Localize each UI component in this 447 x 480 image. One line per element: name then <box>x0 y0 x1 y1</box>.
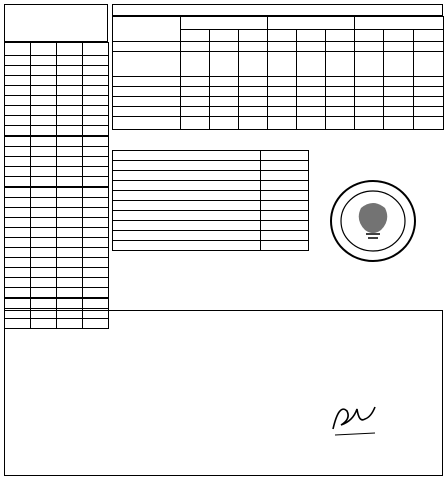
left-panel-title <box>4 4 108 42</box>
left-panel-cell <box>83 248 109 258</box>
signature <box>325 399 385 439</box>
right-panel-cell <box>181 97 210 107</box>
left-panel-cell <box>5 258 31 268</box>
summary-row <box>113 171 309 181</box>
right-panel-cell <box>210 77 239 87</box>
left-panel-cell <box>31 157 57 167</box>
right-panel-cell <box>355 52 384 77</box>
summary-label <box>113 221 261 231</box>
right-panel-cell <box>297 87 326 97</box>
left-panel-cell <box>57 177 83 188</box>
left-panel-cell <box>57 248 83 258</box>
summary-value <box>261 151 309 161</box>
summary-value <box>261 231 309 241</box>
summary-value <box>261 241 309 251</box>
left-panel-row <box>5 86 109 96</box>
right-panel-cell <box>326 87 355 97</box>
summary-label <box>113 171 261 181</box>
left-panel-table <box>4 42 109 329</box>
left-panel-cell <box>31 116 57 126</box>
right-panel-cell <box>355 117 384 130</box>
summary-label <box>113 211 261 221</box>
left-panel-row <box>5 258 109 268</box>
left-panel-cell <box>31 96 57 106</box>
left-panel-row <box>5 96 109 106</box>
right-panel-table <box>112 16 444 130</box>
left-panel-cell <box>5 56 31 66</box>
right-panel-cell <box>210 52 239 77</box>
left-panel-row <box>5 187 109 198</box>
left-panel-cell <box>5 126 31 137</box>
left-panel-cell <box>57 198 83 208</box>
left-panel-cell <box>57 66 83 76</box>
right-panel-cell <box>268 87 297 97</box>
right-panel-cell <box>326 97 355 107</box>
right-panel-cell <box>181 87 210 97</box>
right-panel-cell <box>268 97 297 107</box>
right-panel-cell <box>326 42 355 52</box>
left-panel-cell <box>31 238 57 248</box>
left-panel-cell <box>57 167 83 177</box>
left-panel-row <box>5 278 109 288</box>
left-panel-cell <box>31 258 57 268</box>
left-panel-row <box>5 248 109 258</box>
left-panel-cell <box>5 167 31 177</box>
summary-value <box>261 161 309 171</box>
left-panel-cell <box>57 288 83 299</box>
left-panel-header-row <box>5 43 109 56</box>
subheader-cell <box>414 29 444 42</box>
right-panel-cell <box>414 77 444 87</box>
left-panel-col-4 <box>83 43 109 56</box>
left-panel-row <box>5 76 109 86</box>
right-panel-cell <box>384 107 414 117</box>
left-panel-cell <box>5 177 31 188</box>
right-panel-row <box>113 87 444 97</box>
left-panel-cell <box>5 278 31 288</box>
hospital-3 <box>355 17 444 30</box>
left-panel-cell <box>57 147 83 157</box>
left-panel-cell <box>57 76 83 86</box>
right-panel-cell <box>113 87 181 97</box>
signature-graphic <box>325 399 385 439</box>
left-panel-cell <box>5 96 31 106</box>
left-panel-cell <box>5 66 31 76</box>
official-stamp <box>328 178 418 264</box>
left-panel-col-3 <box>57 43 83 56</box>
right-panel-cell <box>113 77 181 87</box>
left-panel-cell <box>31 248 57 258</box>
left-panel-cell <box>5 157 31 167</box>
left-panel-cell <box>83 187 109 198</box>
left-panel-cell <box>83 66 109 76</box>
right-panel-cell <box>268 42 297 52</box>
summary-value <box>261 191 309 201</box>
right-panel-cell <box>414 107 444 117</box>
right-panel-cell <box>297 117 326 130</box>
summary-row <box>113 161 309 171</box>
left-panel-row <box>5 126 109 137</box>
left-panel-cell <box>5 136 31 147</box>
summary-value <box>261 221 309 231</box>
left-panel-cell <box>57 86 83 96</box>
left-panel-cell <box>31 106 57 116</box>
left-panel-cell <box>31 298 57 309</box>
right-panel-cell <box>297 52 326 77</box>
right-panel-row <box>113 107 444 117</box>
left-panel-cell <box>57 298 83 309</box>
left-panel-cell <box>57 126 83 137</box>
left-panel-cell <box>31 86 57 96</box>
left-panel-cell <box>83 198 109 208</box>
left-panel-cell <box>31 218 57 228</box>
right-panel-cell <box>113 52 181 77</box>
left-panel-cell <box>5 238 31 248</box>
left-panel-cell <box>31 278 57 288</box>
right-panel-cell <box>239 107 268 117</box>
summary-value <box>261 201 309 211</box>
left-panel-cell <box>83 278 109 288</box>
subheader-cell <box>326 29 355 42</box>
right-panel-row <box>113 117 444 130</box>
right-panel-cell <box>239 97 268 107</box>
subheader-cell <box>239 29 268 42</box>
right-panel-cell <box>113 107 181 117</box>
right-panel-hospital-row <box>113 17 444 30</box>
left-panel-cell <box>5 218 31 228</box>
right-panel-cell <box>181 52 210 77</box>
right-panel-cell <box>384 52 414 77</box>
left-panel-row <box>5 208 109 218</box>
summary-row <box>113 201 309 211</box>
left-panel-cell <box>31 136 57 147</box>
left-panel-cell <box>5 268 31 278</box>
subheader-cell <box>297 29 326 42</box>
left-panel-cell <box>83 208 109 218</box>
right-panel-cell <box>210 107 239 117</box>
left-panel-col-1 <box>5 43 31 56</box>
right-panel-cell <box>239 42 268 52</box>
summary-value <box>261 211 309 221</box>
right-panel-row <box>113 42 444 52</box>
left-panel-cell <box>83 126 109 137</box>
left-panel-cell <box>83 228 109 238</box>
left-panel-cell <box>83 268 109 278</box>
left-panel-cell <box>57 56 83 66</box>
right-panel-cell <box>414 52 444 77</box>
summary-row <box>113 221 309 231</box>
summary-value <box>261 171 309 181</box>
summary-row <box>113 191 309 201</box>
left-panel-cell <box>31 66 57 76</box>
left-panel-cell <box>57 136 83 147</box>
summary-label <box>113 231 261 241</box>
left-panel-cell <box>5 86 31 96</box>
summary-label <box>113 151 261 161</box>
right-panel-cell <box>384 87 414 97</box>
left-panel-cell <box>83 86 109 96</box>
summary-value <box>261 181 309 191</box>
left-panel-cell <box>57 96 83 106</box>
left-panel-row <box>5 218 109 228</box>
right-panel-cell <box>239 117 268 130</box>
right-panel-cell <box>239 87 268 97</box>
left-panel-cell <box>83 238 109 248</box>
left-panel-cell <box>83 106 109 116</box>
hospital-1 <box>181 17 268 30</box>
left-panel-cell <box>83 96 109 106</box>
left-panel-cell <box>31 147 57 157</box>
summary-row <box>113 231 309 241</box>
left-panel-cell <box>31 126 57 137</box>
subheader-cell <box>355 29 384 42</box>
left-panel-row <box>5 167 109 177</box>
right-panel-cell <box>355 77 384 87</box>
left-panel-cell <box>31 208 57 218</box>
subheader-cell <box>268 29 297 42</box>
right-panel-cell <box>268 117 297 130</box>
left-panel-cell <box>5 116 31 126</box>
left-panel-cell <box>57 157 83 167</box>
left-panel-row <box>5 268 109 278</box>
right-panel-cell <box>297 77 326 87</box>
left-panel-cell <box>57 278 83 288</box>
left-panel-cell <box>83 136 109 147</box>
left-panel-cell <box>83 298 109 309</box>
left-panel-cell <box>5 76 31 86</box>
right-panel-cell <box>297 107 326 117</box>
left-panel-row <box>5 198 109 208</box>
left-panel-cell <box>31 177 57 188</box>
right-panel-cell <box>297 42 326 52</box>
left-panel-row <box>5 157 109 167</box>
left-panel-cell <box>5 298 31 309</box>
right-panel-cell <box>113 117 181 130</box>
summary-label <box>113 181 261 191</box>
left-panel-cell <box>5 187 31 198</box>
right-panel-cell <box>384 117 414 130</box>
right-panel <box>112 4 443 142</box>
right-panel-cell <box>181 42 210 52</box>
stamp-graphic <box>328 178 418 264</box>
left-panel-cell <box>57 187 83 198</box>
left-panel-cell <box>83 116 109 126</box>
left-panel-cell <box>57 258 83 268</box>
right-panel-cell <box>355 107 384 117</box>
left-panel-cell <box>57 228 83 238</box>
summary-label <box>113 161 261 171</box>
left-panel-cell <box>57 238 83 248</box>
left-panel-row <box>5 228 109 238</box>
hospital-2 <box>268 17 355 30</box>
right-panel-cell <box>268 107 297 117</box>
left-panel-cell <box>31 288 57 299</box>
right-panel-cell <box>210 87 239 97</box>
right-panel-cell <box>268 52 297 77</box>
left-panel-cell <box>5 208 31 218</box>
left-panel-cell <box>31 187 57 198</box>
left-panel-cell <box>5 147 31 157</box>
right-panel-cell <box>326 117 355 130</box>
subheader-cell <box>181 29 210 42</box>
left-panel-row <box>5 177 109 188</box>
summary-row <box>113 181 309 191</box>
left-panel-cell <box>5 288 31 299</box>
right-panel-cell <box>113 97 181 107</box>
right-panel-cell <box>297 97 326 107</box>
summary-label <box>113 191 261 201</box>
right-panel-cell <box>326 107 355 117</box>
right-panel-row <box>113 77 444 87</box>
left-panel-cell <box>31 268 57 278</box>
left-panel-cell <box>83 147 109 157</box>
right-panel-cell <box>414 97 444 107</box>
left-panel-cell <box>5 198 31 208</box>
summary-row <box>113 241 309 251</box>
left-panel-cell <box>5 248 31 258</box>
summary-label <box>113 241 261 251</box>
left-panel-cell <box>31 198 57 208</box>
left-panel-cell <box>83 157 109 167</box>
right-panel-cell <box>414 42 444 52</box>
left-panel-cell <box>31 56 57 66</box>
left-panel-row <box>5 116 109 126</box>
left-panel-row <box>5 298 109 309</box>
left-panel-cell <box>31 76 57 86</box>
subheader-cell <box>210 29 239 42</box>
summary-table <box>112 150 309 251</box>
left-panel-cell <box>57 106 83 116</box>
right-panel-cell <box>326 77 355 87</box>
left-panel-cell <box>83 288 109 299</box>
right-panel-row-label <box>113 17 181 42</box>
right-panel-cell <box>181 117 210 130</box>
subheader-cell <box>384 29 414 42</box>
left-panel-cell <box>83 167 109 177</box>
right-panel-cell <box>355 42 384 52</box>
right-panel-cell <box>326 52 355 77</box>
right-panel-row <box>113 97 444 107</box>
right-panel-title-box <box>112 4 443 16</box>
right-panel-cell <box>268 77 297 87</box>
right-panel-cell <box>355 87 384 97</box>
right-panel-cell <box>239 77 268 87</box>
left-panel <box>4 4 108 300</box>
left-panel-col-2 <box>31 43 57 56</box>
right-panel-cell <box>181 107 210 117</box>
right-panel-cell <box>414 87 444 97</box>
left-panel-row <box>5 106 109 116</box>
left-panel-cell <box>83 218 109 228</box>
right-panel-row <box>113 52 444 77</box>
left-panel-row <box>5 136 109 147</box>
right-panel-cell <box>384 77 414 87</box>
left-panel-row <box>5 288 109 299</box>
left-panel-cell <box>31 167 57 177</box>
contacts-box <box>4 310 443 476</box>
left-panel-cell <box>83 177 109 188</box>
left-panel-row <box>5 238 109 248</box>
left-panel-cell <box>57 208 83 218</box>
right-panel-cell <box>414 117 444 130</box>
left-panel-cell <box>31 228 57 238</box>
left-panel-cell <box>5 106 31 116</box>
right-panel-cell <box>384 42 414 52</box>
right-panel-cell <box>210 117 239 130</box>
left-panel-row <box>5 66 109 76</box>
summary-row <box>113 211 309 221</box>
right-panel-cell <box>113 42 181 52</box>
right-panel-cell <box>355 97 384 107</box>
right-panel-cell <box>384 97 414 107</box>
left-panel-cell <box>5 228 31 238</box>
left-panel-cell <box>83 56 109 66</box>
summary-row <box>113 151 309 161</box>
summary-label <box>113 201 261 211</box>
left-panel-cell <box>83 258 109 268</box>
left-panel-row <box>5 147 109 157</box>
left-panel-row <box>5 56 109 66</box>
left-panel-cell <box>83 76 109 86</box>
left-panel-cell <box>57 218 83 228</box>
right-panel-cell <box>181 77 210 87</box>
right-panel-cell <box>210 42 239 52</box>
left-panel-cell <box>57 116 83 126</box>
left-panel-cell <box>57 268 83 278</box>
right-panel-cell <box>239 52 268 77</box>
right-panel-cell <box>210 97 239 107</box>
